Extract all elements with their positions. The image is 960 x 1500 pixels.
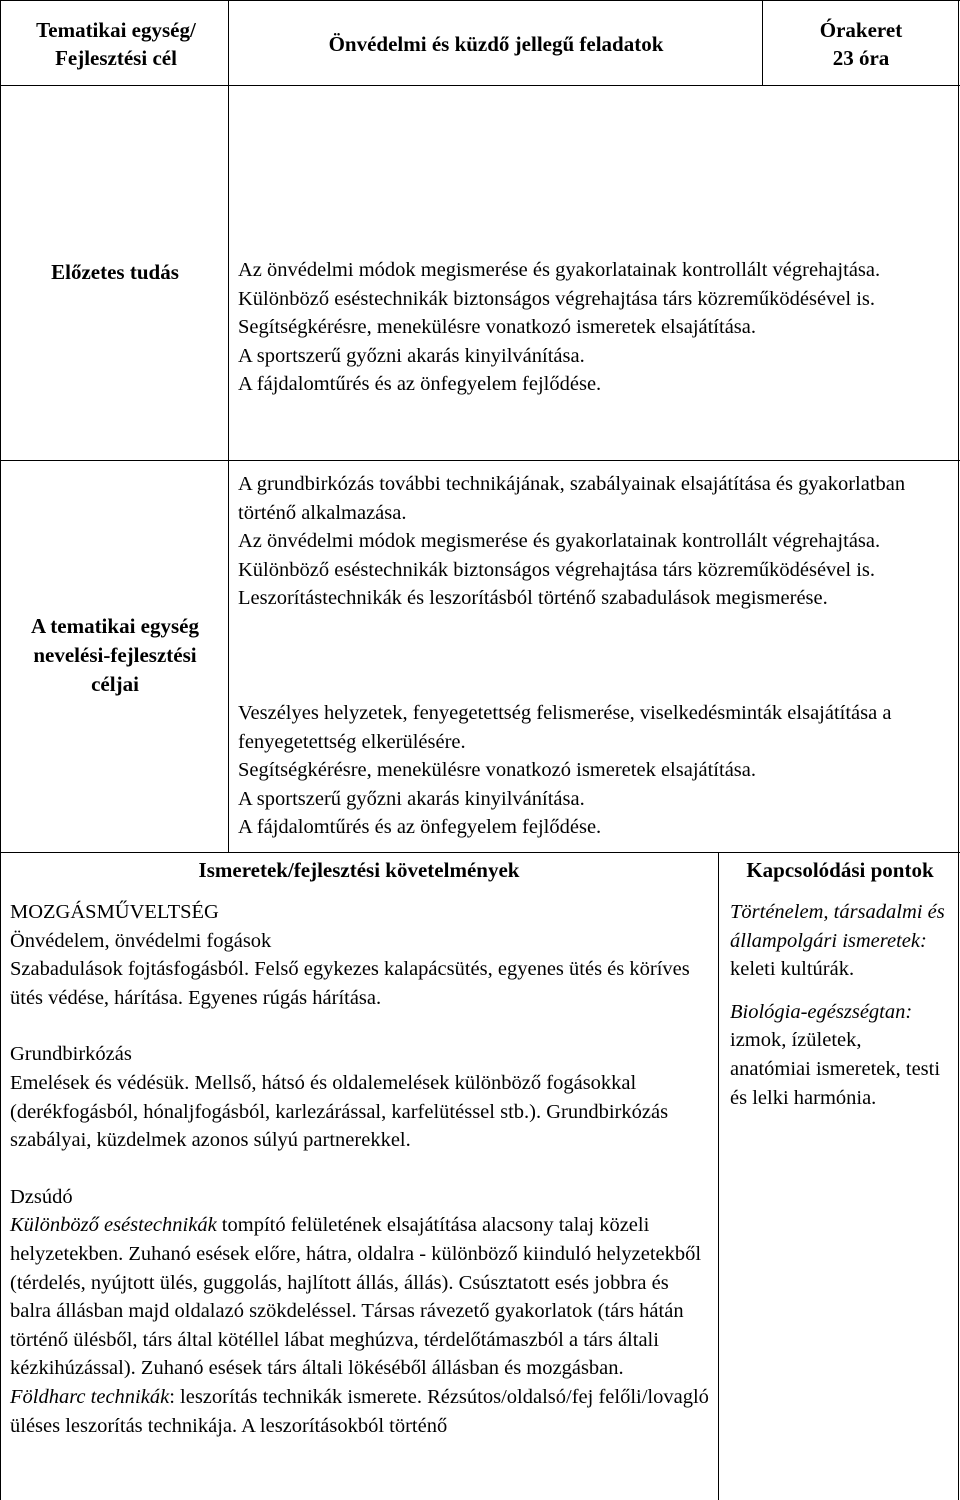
link-subject: Történelem, társadalmi és állampolgári ismeretek: bbox=[730, 901, 945, 952]
section-paragraph bbox=[10, 1211, 710, 1383]
header-unit-label: Tematikai egység/ Fejlesztési cél bbox=[36, 18, 196, 70]
header-hours-label: Órakeret bbox=[819, 18, 903, 42]
section-paragraph bbox=[10, 1383, 710, 1440]
header-hours bbox=[764, 16, 958, 72]
goal-line: Az önvédelmi módok megismerése és gyakorlatainak kontrollált végrehajtása. bbox=[238, 530, 881, 553]
goals-label: A tematikai egység nevelési-fejlesztési céljai bbox=[31, 614, 199, 696]
prior-line: Segítségkérésre, menekülésre vonatkozó ismeretek elsajátítása. bbox=[238, 316, 756, 339]
link-item bbox=[730, 998, 946, 1112]
table-border-top bbox=[0, 0, 960, 1]
section-subtitle: Önvédelem, önvédelmi fogások bbox=[10, 929, 272, 952]
section-text: Szabadulások fojtásfogásból. Felső egykezes kalapácsütés, egyenes ütés és köríves ütés védése, hárítása. Egyenes rúgás hárítása. bbox=[10, 958, 690, 1009]
col-divider-links bbox=[718, 852, 719, 1500]
section-text: tompító felületének elsajátítása alacsony talaj közeli helyzetekben. Zuhanó esések előre, hátra, oldalra - különböző kiinduló helyzetekből (térdelés, nyújtott ülés, guggolás, hajlított állás, állás). Csúsztatott esés jobbra és balra állásban majd oldalazó szökdeléssel. Társas rávezető gyakorlatok (társ hátán történő ülésből, társ által kötéllel lábat meghúzva, térdelőtámaszból a társ általi kézkihúzással). Zuhanó esések társ általi lökéséből állásban és mozgásban. bbox=[10, 1214, 702, 1380]
link-subject: Biológia-egészségtan: bbox=[730, 1000, 913, 1023]
prior-knowledge-text bbox=[238, 256, 938, 399]
section-text: Emelések és védésük. Mellső, hátsó és oldalemelések különböző fogásokkal (derékfogásból, hónaljfogásból, karlezárással, karfelütéssel stb.). Grundbirkózás szabályai, küzdelmek azonos súlyú partnerekkel. bbox=[10, 1071, 669, 1152]
italic-term: Földharc technikák bbox=[10, 1385, 170, 1408]
prior-line: Az önvédelmi módok megismerése és gyakorlatainak kontrollált végrehajtása. bbox=[238, 259, 881, 281]
italic-term: Különböző eséstechnikák bbox=[10, 1214, 217, 1237]
goal-line: A sportszerű győzni akarás kinyilvánítása. bbox=[238, 787, 585, 810]
goal-line: Leszorítástechnikák és leszorításból történő szabadulások megismerése. bbox=[238, 587, 828, 610]
link-text: keleti kultúrák. bbox=[730, 958, 855, 981]
prior-line: A sportszerű győzni akarás kinyilvánítása. bbox=[238, 344, 585, 367]
section-title: Dzsúdó bbox=[10, 1185, 73, 1208]
goal-line: Különböző eséstechnikák biztonságos végrehajtása társ közreműködésével is. bbox=[238, 558, 876, 581]
goal-line: Segítségkérésre, menekülésre vonatkozó ismeretek elsajátítása. bbox=[238, 759, 756, 782]
prior-line: Különböző eséstechnikák biztonságos végrehajtása társ közreműködésével is. bbox=[238, 287, 876, 310]
header-hours-value: 23 óra bbox=[832, 46, 890, 70]
link-item bbox=[730, 898, 946, 984]
section-title: Grundbirkózás bbox=[10, 1043, 132, 1066]
section-title: MOZGÁSMŰVELTSÉG bbox=[10, 901, 219, 923]
prior-knowledge-label: Előzetes tudás bbox=[51, 260, 179, 284]
row-divider-goals bbox=[0, 852, 960, 853]
goals-block-1 bbox=[238, 470, 943, 613]
header-unit-title: Önvédelmi és küzdő jellegű feladatok bbox=[328, 32, 664, 56]
requirements-header: Ismeretek/fejlesztési követelmények bbox=[198, 858, 520, 882]
links-header: Kapcsolódási pontok bbox=[746, 858, 934, 882]
goal-line: Veszélyes helyzetek, fenyegetettség felismerése, viselkedésminták elsajátítása a fenyegetettség elkerülésére. bbox=[238, 702, 892, 753]
row-divider-prior bbox=[0, 460, 960, 461]
link-text: izmok, ízületek, anatómiai ismeretek, testi és lelki harmónia. bbox=[730, 1029, 941, 1109]
links-content bbox=[730, 898, 946, 1112]
goals-block-2 bbox=[238, 699, 938, 842]
prior-line: A fájdalomtűrés és az önfegyelem fejlődése. bbox=[238, 373, 602, 396]
col-divider-hours bbox=[762, 0, 763, 85]
goal-line: A fájdalomtűrés és az önfegyelem fejlődése. bbox=[238, 816, 602, 839]
requirements-content bbox=[10, 898, 710, 1440]
row-divider-header bbox=[0, 85, 960, 86]
section-text: : leszorítás technikák ismerete. Rézsútos/oldalsó/fej felőli/lovagló üléses leszorítás technikája. A leszorításokból történő bbox=[10, 1385, 709, 1437]
col-divider-label bbox=[228, 0, 229, 852]
table-border-left bbox=[0, 0, 1, 1500]
goal-line: A grundbirkózás további technikájának, szabályainak elsajátítása és gyakorlatban történő alkalmazása. bbox=[238, 473, 906, 524]
table-border-right bbox=[958, 0, 959, 1500]
